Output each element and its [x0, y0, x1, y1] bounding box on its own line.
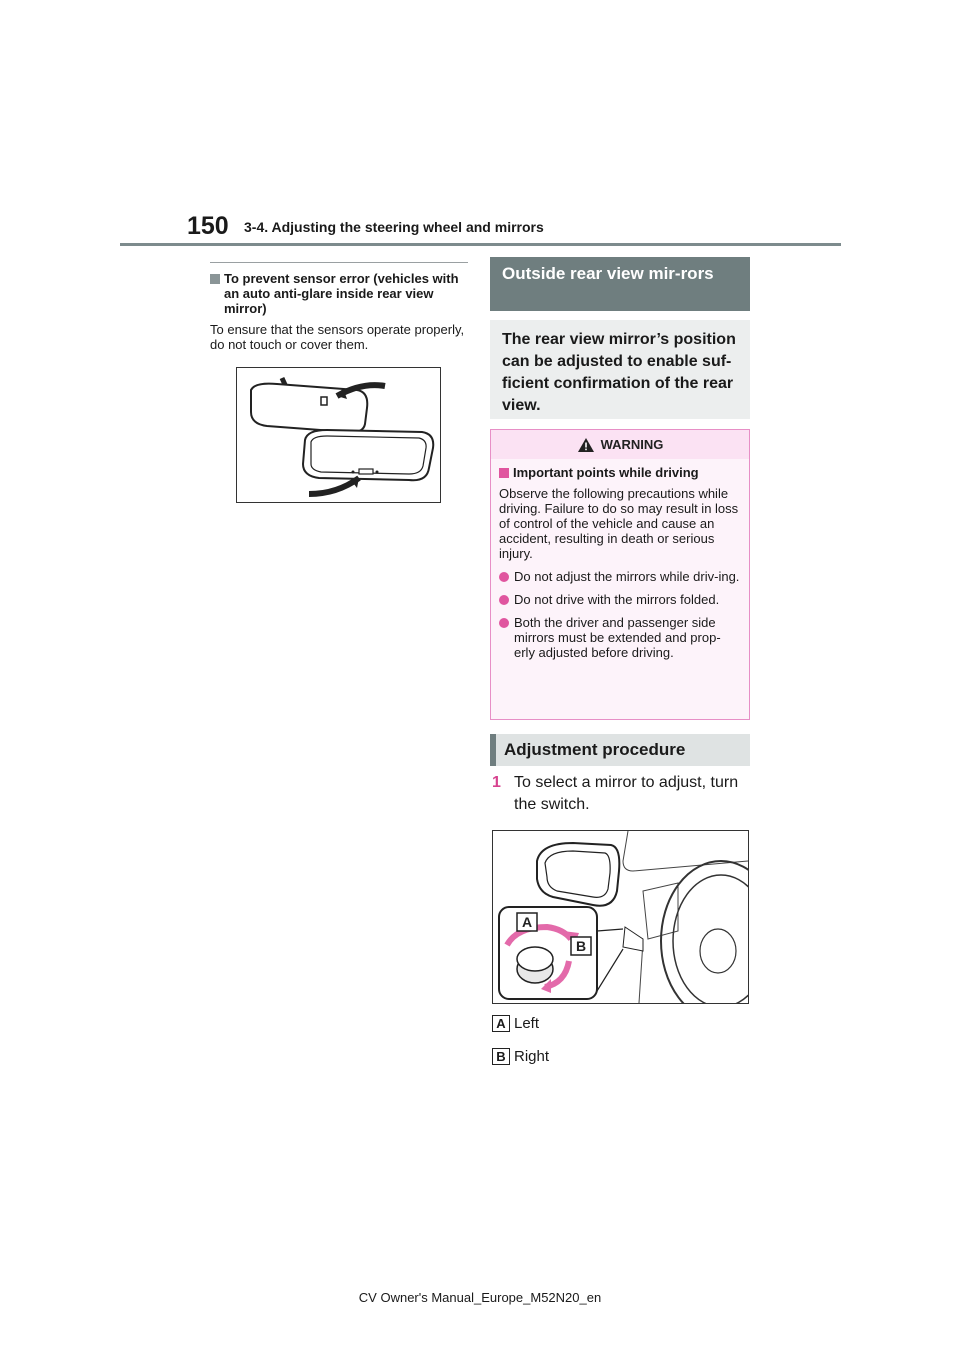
outside-mirrors-banner: Outside rear view mir-rors — [490, 257, 750, 311]
round-bullet-icon — [499, 595, 509, 605]
header-rule — [120, 243, 841, 246]
square-bullet-icon — [210, 274, 220, 284]
sensor-heading — [210, 271, 468, 316]
warning-bullet — [499, 569, 741, 584]
warning-bullet-text: Both the driver and passenger side mirrors must be extended and prop-erly adjusted before driving. — [514, 615, 721, 660]
warning-body: Observe the following precautions while driving. Failure to do so may result in loss of control of the vehicle and cause an accident, resulting in death or serious injury. — [499, 486, 739, 561]
square-bullet-icon — [499, 468, 509, 478]
footer: CV Owner's Manual_Europe_M52N20_en — [358, 1290, 602, 1305]
warning-box — [490, 429, 750, 720]
left-divider — [210, 262, 468, 263]
mirror-switch-drawing — [493, 831, 748, 1003]
figure-label-a: A — [521, 914, 533, 930]
warning-triangle-icon — [577, 437, 595, 453]
outside-mirrors-intro: The rear view mirror’s position can be adjusted to enable suf-ficient confirmation of the rear view. — [490, 320, 750, 419]
sensor-body: To ensure that the sensors operate properly, do not touch or cover them. — [210, 322, 465, 352]
step-text: To select a mirror to adjust, turn the switch. — [514, 774, 739, 813]
figure-label-b: B — [575, 938, 587, 954]
warning-bullet-text: Do not adjust the mirrors while driv-ing. — [514, 569, 740, 584]
warning-bullet-text: Do not drive with the mirrors folded. — [514, 592, 720, 607]
legend-item-right — [492, 1048, 549, 1065]
round-bullet-icon — [499, 618, 509, 628]
legend-letter-b: B — [492, 1048, 510, 1065]
legend-text-left: Left — [514, 1015, 540, 1032]
mirror-switch-illustration — [492, 830, 749, 1004]
legend-item-left — [492, 1015, 539, 1032]
warning-bullet — [499, 592, 741, 607]
inside-mirror-illustration — [236, 367, 441, 503]
section-title: 3-4. Adjusting the steering wheel and mirrors — [244, 219, 544, 235]
warning-bullet — [499, 615, 741, 660]
warning-subheading — [499, 465, 741, 480]
legend-text-right: Right — [514, 1048, 550, 1065]
page-number: 150 — [187, 212, 229, 240]
step-1 — [492, 772, 752, 816]
step-number: 1 — [492, 774, 501, 791]
left-column — [210, 262, 468, 352]
legend-letter-a: A — [492, 1015, 510, 1032]
warning-title: WARNING — [600, 437, 664, 452]
sensor-heading-text: To prevent sensor error (vehicles with an auto anti-glare inside rear view mirror) — [224, 271, 459, 316]
warning-subheading-text: Important points while driving — [513, 465, 699, 480]
warning-title-bar — [491, 430, 749, 459]
adjustment-banner: Adjustment procedure — [490, 734, 750, 766]
inside-mirror-drawing — [237, 368, 440, 502]
round-bullet-icon — [499, 572, 509, 582]
